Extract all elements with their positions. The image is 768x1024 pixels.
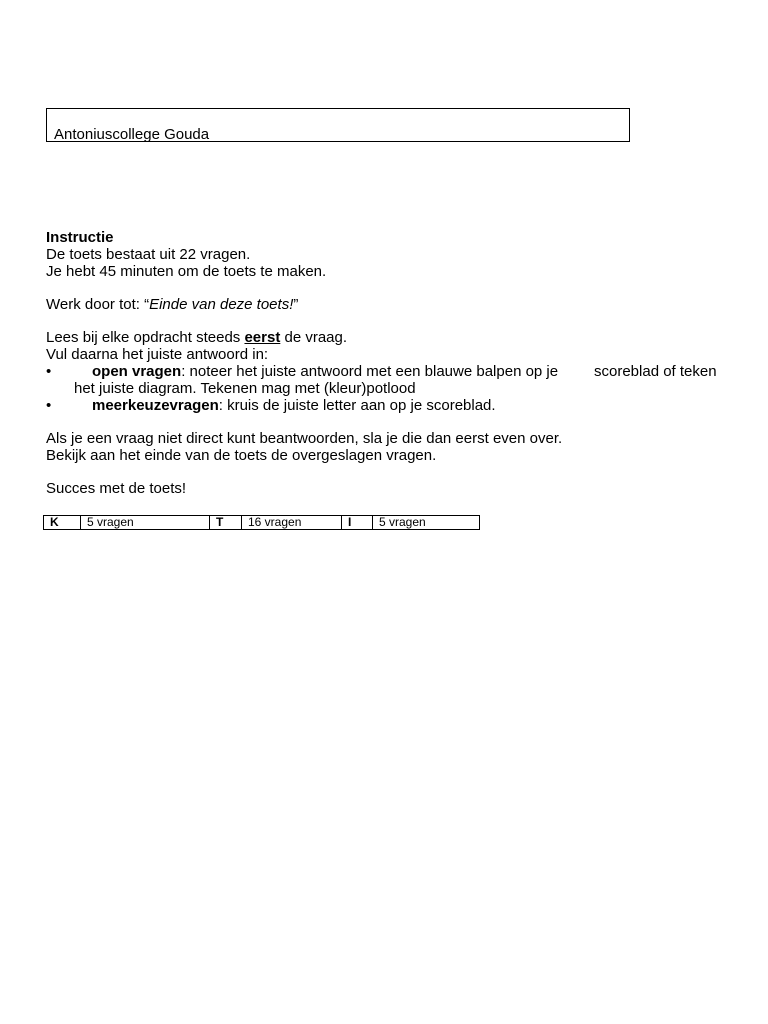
table-row [44,516,480,530]
type-letter-k: K [44,516,81,530]
bullet-symbol: • [46,363,52,380]
read-first-suffix: de vraag. [280,329,348,346]
type-count-k: 5 vragen [81,516,210,530]
bullet-multiple-choice [46,397,736,414]
read-first-prefix: Lees bij elke opdracht steeds [46,329,245,346]
type-letter-t: T [210,516,242,530]
multiple-choice-term: meerkeuzevragen [92,397,219,414]
work-until-line [46,296,736,313]
open-questions-term: open vragen [92,363,182,380]
question-type-table [43,515,480,530]
school-header-box [46,108,630,142]
type-count-t: 16 vragen [242,516,342,530]
school-name: Antoniuscollege Gouda [54,126,210,143]
work-until-prefix: Werk door tot: “ [46,296,150,313]
read-first-line [46,329,736,346]
open-questions-tail: scoreblad of teken [594,363,717,380]
read-first-emphasis: eerst [244,329,281,346]
instructions-section [46,229,736,497]
work-until-suffix: ” [293,296,299,313]
open-questions-text: : noteer het juiste antwoord met een blauwe balpen op je [181,363,559,380]
fill-in-line: Vul daarna het juiste antwoord in: [46,346,269,363]
instructions-heading: Instructie [46,229,114,246]
bullet-symbol: • [46,397,52,414]
work-until-phrase: Einde van deze toets! [149,296,294,313]
multiple-choice-text: : kruis de juiste letter aan op je scoreblad. [218,397,496,414]
skip-question-line: Als je een vraag niet direct kunt beantwoorden, sla je die dan eerst even over. [46,430,563,447]
type-count-i: 5 vragen [373,516,480,530]
bullet-open-questions [46,363,736,380]
type-letter-i: I [342,516,373,530]
review-skipped-line: Bekijk aan het einde van de toets de overgeslagen vragen. [46,447,437,464]
question-count-line: De toets bestaat uit 22 vragen. [46,246,251,263]
open-questions-continuation: het juiste diagram. Tekenen mag met (kleur)potlood [74,380,416,397]
closing-line: Succes met de toets! [46,480,187,497]
time-limit-line: Je hebt 45 minuten om de toets te maken. [46,263,327,280]
